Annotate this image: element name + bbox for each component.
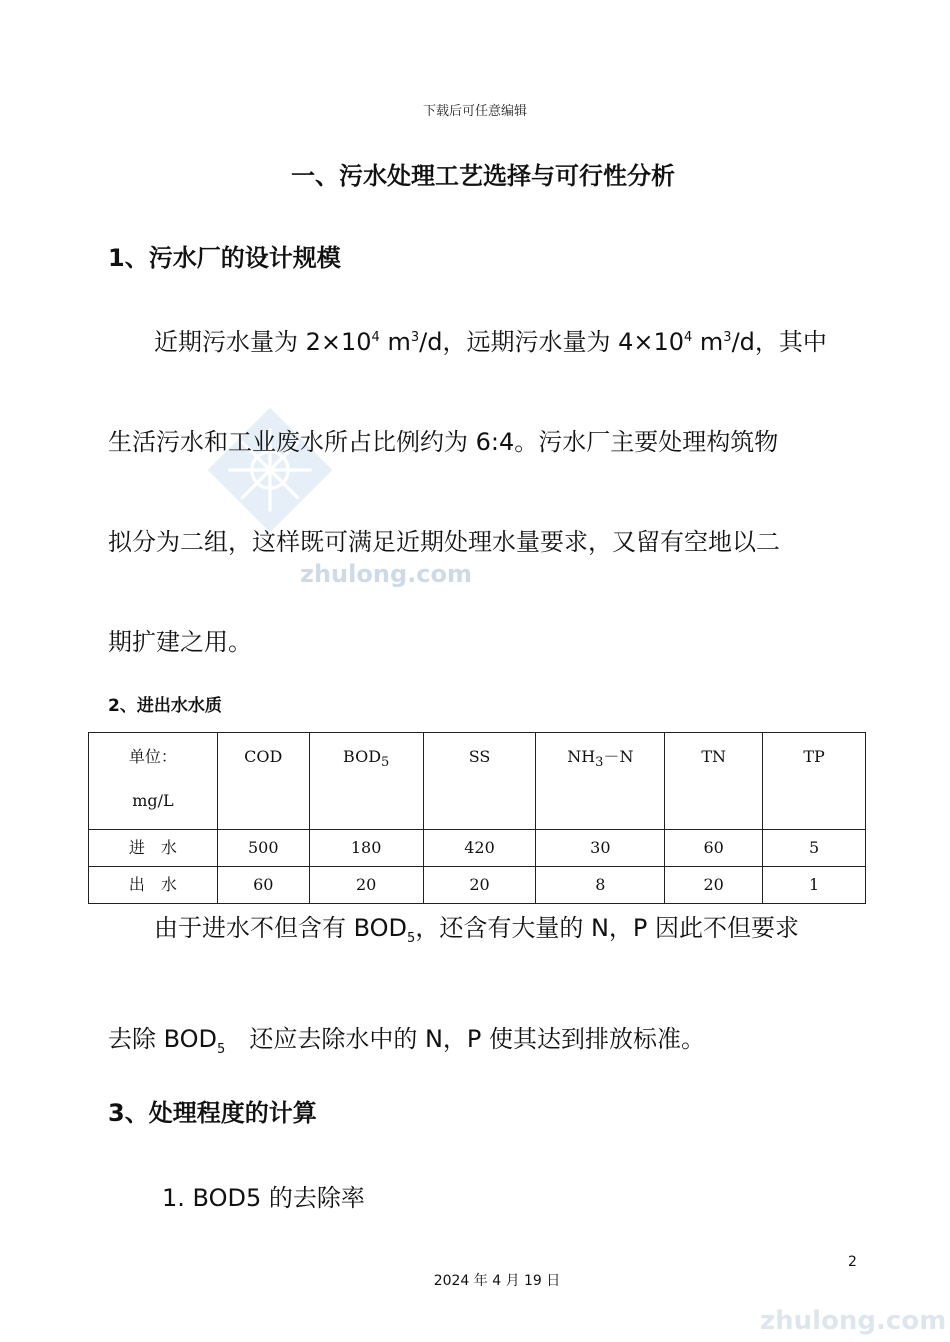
unit-cell (89, 733, 218, 830)
header-ss: SS (423, 733, 536, 830)
paragraph-line: 期扩建之用。 (108, 628, 252, 656)
page-title: 一、污水处理工艺选择与可行性分析 (291, 162, 675, 190)
header-nh3n (536, 733, 665, 830)
table-cell: 1 (763, 867, 866, 904)
subscript: 5 (407, 930, 416, 946)
text-run: NH (567, 747, 596, 766)
text-run: m (692, 328, 724, 356)
table-cell: 20 (423, 867, 536, 904)
header-bod5 (309, 733, 423, 830)
paragraph-line: 生活污水和工业废水所占比例约为 6:4。污水厂主要处理构筑物 (108, 428, 779, 456)
subscript: 5 (381, 755, 390, 771)
list-item: 1. BOD5 的去除率 (162, 1184, 365, 1212)
subscript: 3 (595, 755, 604, 771)
header-tn: TN (665, 733, 763, 830)
subscript: 5 (217, 1041, 226, 1057)
table-cell: 60 (217, 867, 309, 904)
superscript: 3 (723, 330, 732, 345)
page-number: 2 (848, 1254, 857, 1270)
table-cell: 420 (423, 830, 536, 867)
superscript: 4 (684, 330, 693, 345)
table-row (89, 830, 866, 867)
section1-paragraph (108, 288, 868, 692)
text-run: m (379, 328, 411, 356)
superscript: 4 (371, 330, 380, 345)
table-cell: 5 (763, 830, 866, 867)
text-run: 去除 BOD (108, 1024, 218, 1053)
unit-label: 单位： (128, 747, 177, 766)
paragraph-line (108, 989, 868, 1100)
table-cell: 30 (536, 830, 665, 867)
section1-heading: 1、污水厂的设计规模 (108, 244, 341, 272)
text-run: 还应去除水中的 N，P 使其达到排放标准。 (225, 1024, 706, 1053)
table-header-row (89, 733, 866, 830)
table-cell: 20 (665, 867, 763, 904)
header-tp: TP (763, 733, 866, 830)
table-cell: 60 (665, 830, 763, 867)
unit-value: mg/L (132, 791, 174, 810)
header-note: 下载后可任意编辑 (422, 104, 527, 119)
table-cell: 8 (536, 867, 665, 904)
table-cell: 180 (309, 830, 423, 867)
row-label: 进 水 (89, 830, 218, 867)
text-run: 由于进水不但含有 BOD (154, 914, 408, 942)
paragraph-line: 拟分为二组，这样既可满足近期处理水量要求，又留有空地以二 (108, 528, 780, 556)
paragraph-line (108, 878, 868, 989)
text-run: ，还含有大量的 N，P 因此不但要求 (415, 914, 800, 942)
row-label: 出 水 (89, 867, 218, 904)
table-cell: 20 (309, 867, 423, 904)
section2-paragraph (108, 878, 868, 1100)
superscript: 3 (410, 330, 420, 345)
table-cell: 500 (217, 830, 309, 867)
header-cod: COD (217, 733, 309, 830)
section3-heading: 3、处理程度的计算 (108, 1099, 317, 1127)
text-run: －N (603, 747, 634, 766)
footer-date: 2024 年 4 月 19 日 (433, 1273, 561, 1289)
watermark-text: zhulong.com (760, 1306, 947, 1336)
text-run: BOD (343, 747, 382, 766)
text-run: /d，其中 (731, 328, 827, 356)
section2-heading: 2、进出水水质 (108, 696, 222, 716)
watermark-text: zhulong.com (300, 560, 472, 588)
text-run: /d，远期污水量为 4×10 (419, 328, 684, 356)
paragraph-line (108, 288, 868, 392)
text-run: 近期污水量为 2×10 (154, 328, 372, 356)
